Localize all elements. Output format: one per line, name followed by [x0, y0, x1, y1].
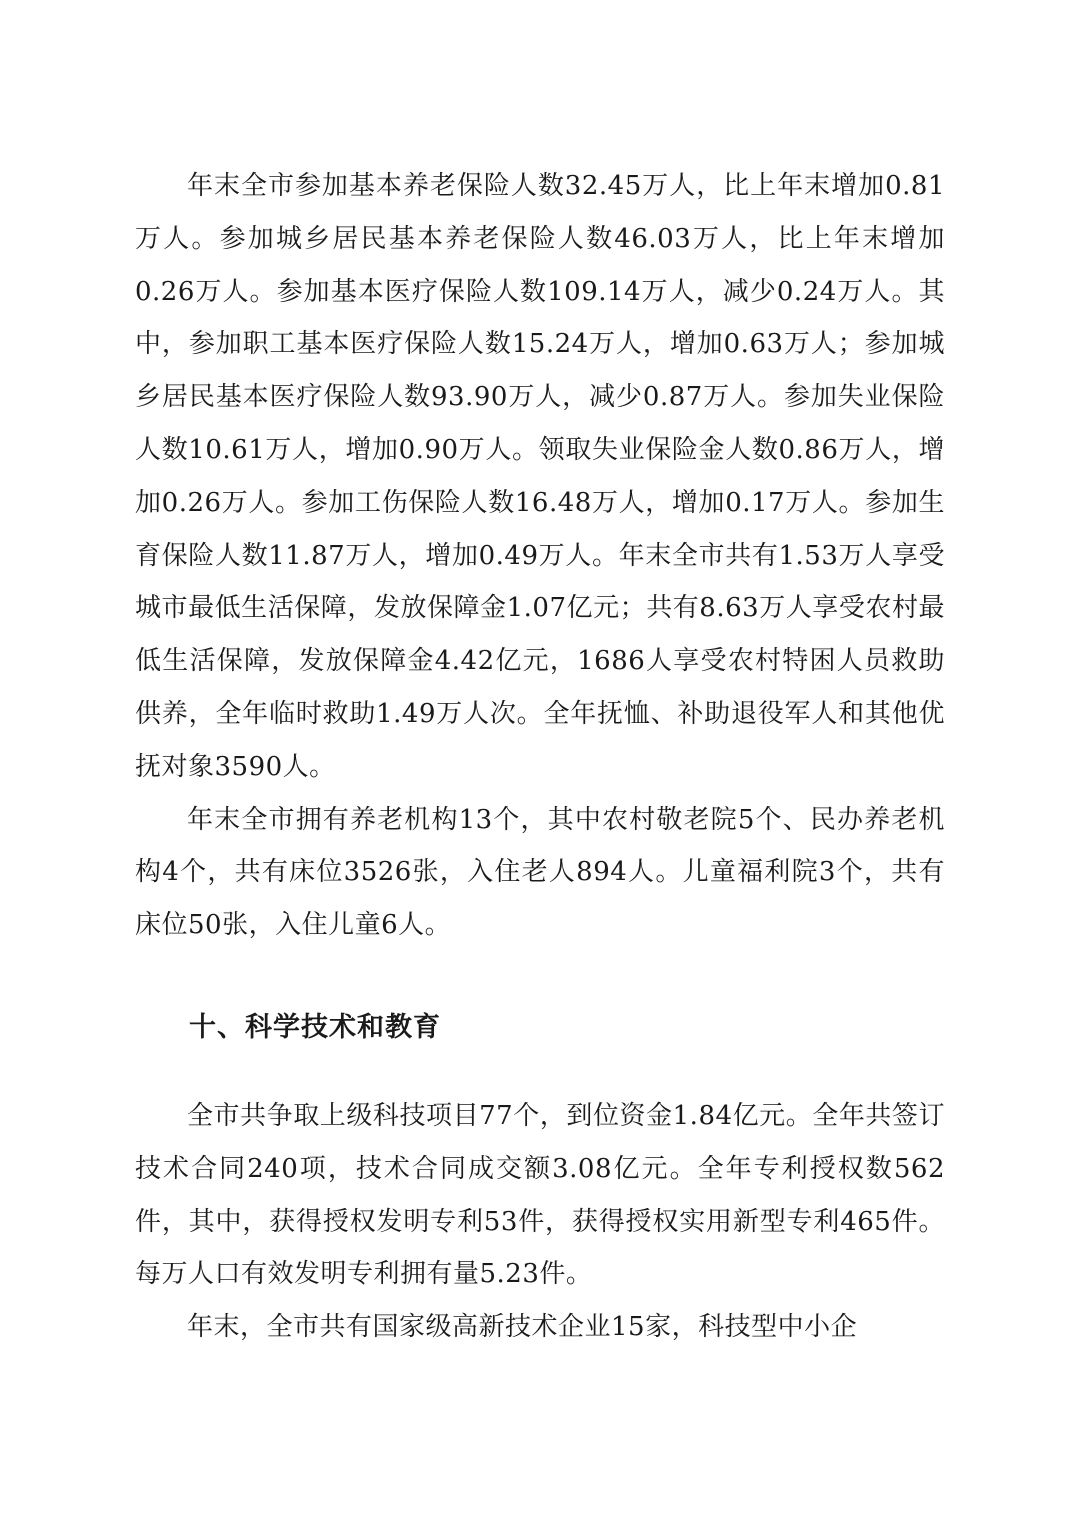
paragraph-high-tech-enterprises: 年末，全市共有国家级高新技术企业15家，科技型中小企: [187, 1312, 858, 1343]
paragraph-science-projects: 全市共争取上级科技项目77个，到位资金1.84亿元。全年共签订技术合同240项，技术合同成交额3.08亿元。全年专利授权数562件，其中，获得授权发明专利53件，获得授权实用新型专利465件。每万人口有效发明专利拥有量5.23件。: [135, 1100, 945, 1290]
paragraph-social-insurance: 年末全市参加基本养老保险人数32.45万人，比上年末增加0.81万人。参加城乡居民基本养老保险人数46.03万人，比上年末增加0.26万人。参加基本医疗保险人数109.14万人，减少0.24万人。其中，参加职工基本医疗保险人数15.24万人，增加0.63万人；参加城乡居民基本医疗保险人数93.90万人，减少0.87万人。参加失业保险人数10.61万人，增加0.90万人。领取失业保险金人数0.86万人，增加0.26万人。参加工伤保险人数16.48万人，增加0.17万人。参加生育保险人数11.87万人，增加0.49万人。年末全市共有1.53万人享受城市最低生活保障，发放保障金1.07亿元；共有8.63万人享受农村最低生活保障，发放保障金4.42亿元，1686人享受农村特困人员救助供养，全年临时救助1.49万人次。全年抚恤、补助退役军人和其他优抚对象3590人。: [135, 171, 945, 782]
document-page: [135, 160, 945, 1354]
section-heading: 十、科学技术和教育: [189, 1011, 441, 1043]
paragraph-elderly-care: 年末全市拥有养老机构13个，其中农村敬老院5个、民办养老机构4个，共有床位3526张，入住老人894人。儿童福利院3个，共有床位50张，入住儿童6人。: [135, 804, 945, 941]
